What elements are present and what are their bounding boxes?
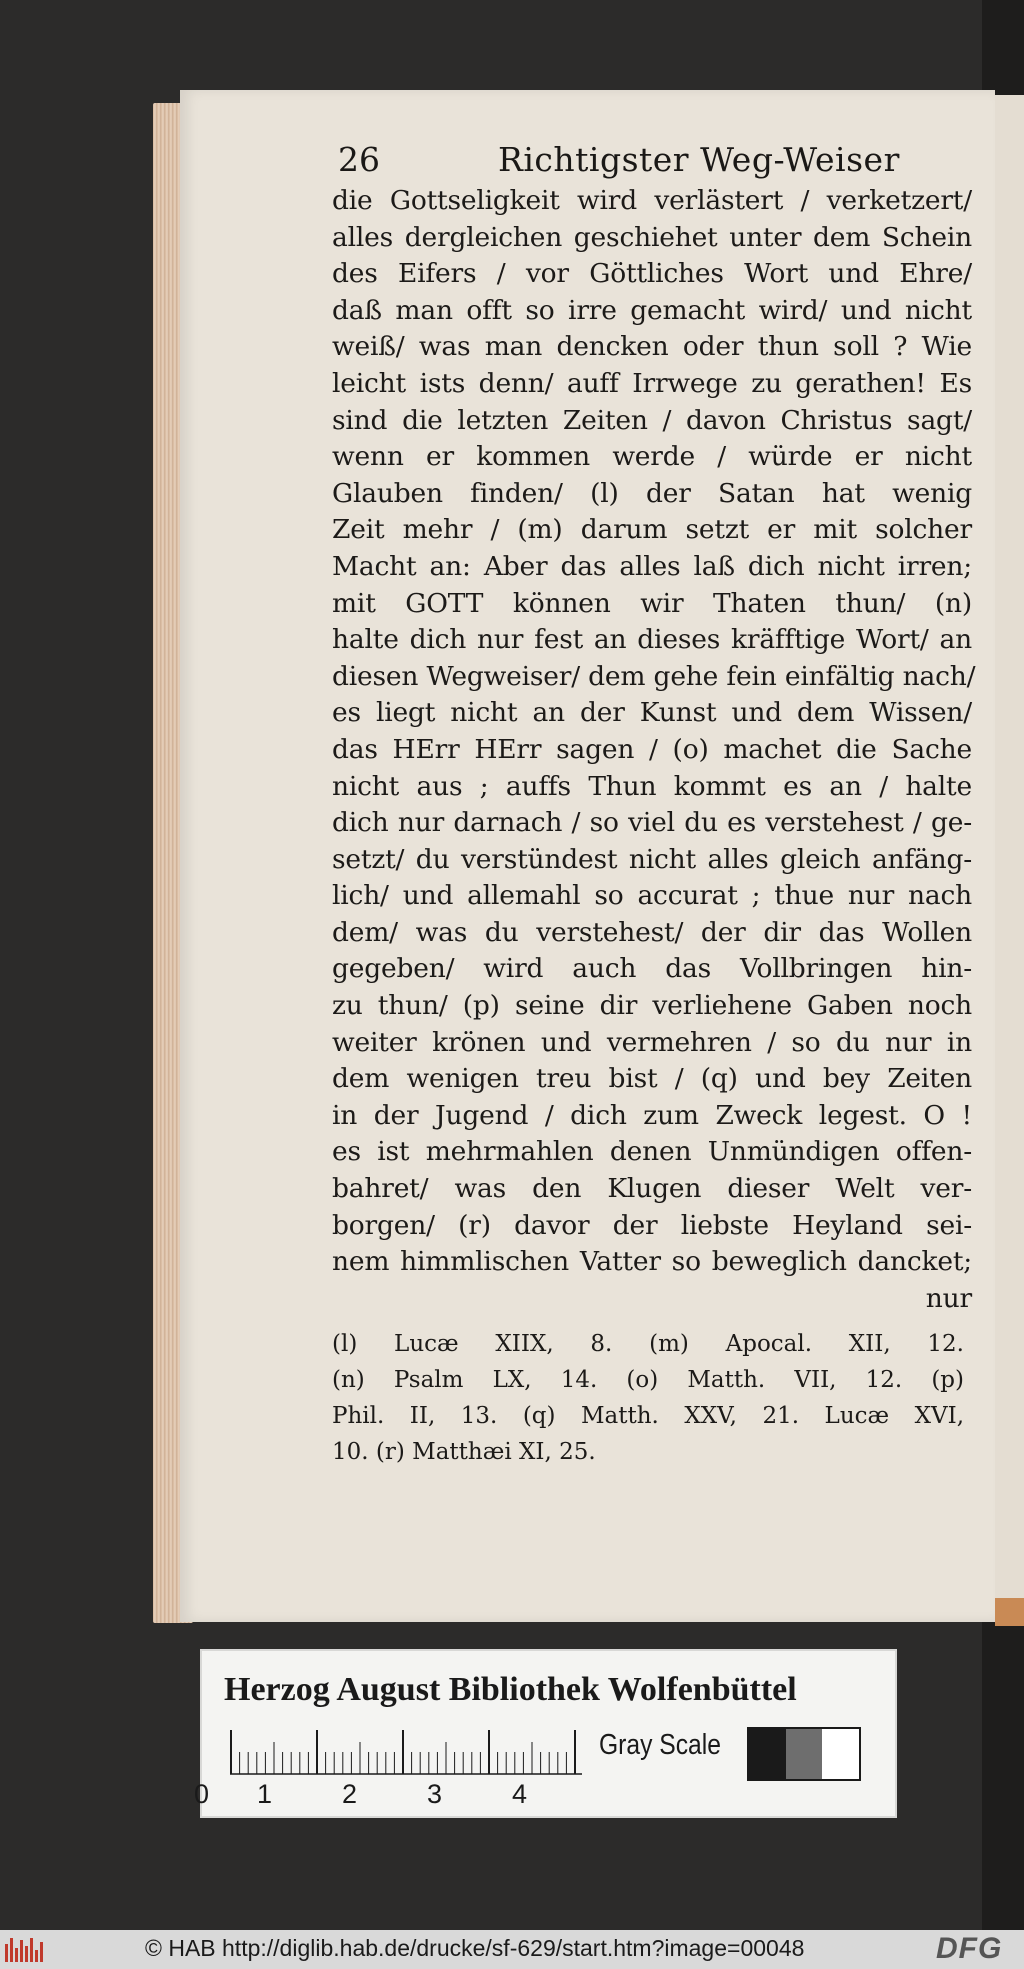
text-line: dem wenigen treu bist / (q) und bey Zeiten bbox=[332, 1063, 972, 1095]
gray-patch-light bbox=[822, 1729, 859, 1779]
ruler-number: 0 bbox=[194, 1779, 210, 1809]
next-page-corner bbox=[995, 1598, 1024, 1626]
text-line: nicht aus ; auffs Thun kommt es an / halte bbox=[332, 770, 972, 802]
text-line: die Gottseligkeit wird verlästert / verketzert/ bbox=[332, 185, 972, 216]
footnote-line: (n) Psalm LX, 14. (o) Matth. VII, 12. (p) bbox=[332, 1367, 964, 1393]
text-line: weiß/ was man dencken oder thun soll ? Wie bbox=[332, 331, 972, 363]
source-url-link[interactable]: © HAB http://diglib.hab.de/drucke/sf-629/start.htm?image=00048 bbox=[145, 1935, 805, 1961]
grayscale-label: Gray Scale bbox=[599, 1729, 721, 1761]
text-line: alles dergleichen geschiehet unter dem Schein bbox=[332, 221, 972, 253]
text-line: weiter krönen und vermehren / so du nur in bbox=[332, 1026, 972, 1058]
footnote-line: 10. (r) Matthæi XI, 25. bbox=[332, 1439, 596, 1465]
text-line: es ist mehrmahlen denen Unmündigen offen- bbox=[332, 1136, 972, 1168]
body-text bbox=[332, 183, 976, 1317]
gray-patch-dark bbox=[749, 1729, 786, 1779]
text-line: leicht ists denn/ auff Irrwege zu gerathen! Es bbox=[332, 367, 972, 399]
next-page-edge bbox=[995, 95, 1024, 1625]
text-line: dich nur darnach / so viel du es verstehest / ge- bbox=[332, 807, 972, 839]
text-line: bahret/ was den Klugen dieser Welt ver- bbox=[332, 1173, 972, 1205]
running-head: Richtigster Weg-Weiser bbox=[498, 140, 900, 179]
text-line: wenn er kommen werde / würde er nicht bbox=[332, 441, 972, 473]
text-line: daß man offt so irre gemacht wird/ und nicht bbox=[332, 294, 972, 326]
text-line: Macht an: Aber das alles laß dich nicht irren; bbox=[332, 550, 972, 582]
viewer-footer bbox=[0, 1930, 1024, 1969]
ruler-number: 4 bbox=[512, 1779, 528, 1809]
text-line: dem/ was du verstehest/ der dir das Wollen bbox=[332, 916, 972, 948]
ruler-number: 1 bbox=[257, 1779, 273, 1809]
text-line: sind die letzten Zeiten / davon Christus sagt/ bbox=[332, 404, 972, 436]
hab-logo-icon bbox=[5, 1938, 45, 1962]
footnote-line: Phil. II, 13. (q) Matth. XXV, 21. Lucæ XVI, bbox=[332, 1403, 964, 1429]
text-line: setzt/ du verstündest nicht alles gleich anfäng- bbox=[332, 843, 972, 875]
text-line: lich/ und allemahl so accurat ; thue nur nach bbox=[332, 880, 972, 912]
color-calibration-bar bbox=[194, 1649, 897, 1818]
ruler-number: 3 bbox=[427, 1779, 443, 1809]
text-line: nem himmlischen Vatter so beweglich dancket; bbox=[332, 1246, 972, 1278]
text-line: Zeit mehr / (m) darum setzt er mit solcher bbox=[332, 514, 972, 546]
footnote-line: (l) Lucæ XIIX, 8. (m) Apocal. XII, 12. bbox=[332, 1331, 964, 1357]
dfg-logo: DFG bbox=[936, 1932, 1003, 1965]
text-line: des Eifers / vor Göttliches Wort und Ehre/ bbox=[332, 258, 972, 290]
footnotes bbox=[332, 1326, 964, 1470]
text-line: diesen Wegweiser/ dem gehe fein einfältig nach/ bbox=[332, 660, 976, 692]
page-number: 26 bbox=[338, 140, 380, 179]
text-line: nur bbox=[925, 1282, 972, 1314]
text-line: halte dich nur fest an dieses kräfftige Wort/ an bbox=[332, 624, 972, 656]
text-line: mit GOTT können wir Thaten thun/ (n) bbox=[332, 587, 972, 619]
text-line: borgen/ (r) davor der liebste Heyland sei- bbox=[332, 1209, 972, 1241]
text-line: es liegt nicht an der Kunst und dem Wissen/ bbox=[332, 697, 972, 729]
ruler-scale bbox=[230, 1729, 584, 1775]
gray-patch-mid bbox=[786, 1729, 823, 1779]
grayscale-patches bbox=[747, 1727, 861, 1781]
institution-name: Herzog August Bibliothek Wolfenbüttel bbox=[224, 1671, 797, 1708]
text-line: das HErr HErr sagen / (o) machet die Sache bbox=[332, 733, 972, 765]
text-line: Glauben finden/ (l) der Satan hat wenig bbox=[332, 477, 972, 509]
ruler-number: 2 bbox=[342, 1779, 358, 1809]
text-line: zu thun/ (p) seine dir verliehene Gaben noch bbox=[332, 990, 972, 1022]
text-line: in der Jugend / dich zum Zweck legest. O ! bbox=[332, 1099, 972, 1131]
text-line: gegeben/ wird auch das Vollbringen hin- bbox=[332, 953, 972, 985]
